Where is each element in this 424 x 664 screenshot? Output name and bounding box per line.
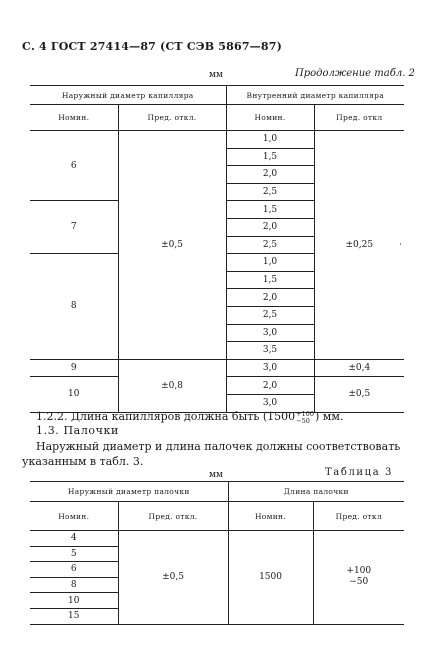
col-header-tolerance: Пред. откл. — [118, 105, 226, 131]
col-header-tolerance: Пред. откл — [314, 105, 404, 131]
paragraph-text: 1.2.2. Длина капилляров должна быть (1500 — [36, 410, 296, 423]
inner-nominal-cell: 1,0 — [226, 254, 314, 272]
outer-tolerance-cell: ±0,5 — [118, 131, 226, 360]
col-header-nominal: Номин. — [226, 105, 314, 131]
stray-dot: · — [399, 240, 403, 251]
inner-nominal-cell: 3,0 — [226, 359, 314, 377]
col-header-nominal: Номин. — [228, 502, 313, 531]
inner-nominal-cell: 2,5 — [226, 183, 314, 201]
rod-nominal-cell: 6 — [30, 562, 118, 578]
rod-length-nominal: 1500 — [228, 531, 313, 625]
tolerance-sup: +100 — [296, 410, 314, 418]
outer-tolerance-cell: ±0,8 — [118, 359, 226, 412]
paragraph-1-2-2 — [36, 410, 343, 425]
rod-nominal-cell: 4 — [30, 531, 118, 547]
paragraph-body-line-1: Наружный диаметр и длина палочек должны соответствовать — [36, 440, 401, 453]
table-2 — [30, 85, 404, 413]
table3-title: Таблица 3 — [325, 467, 394, 478]
outer-nominal-cell: 7 — [30, 201, 118, 254]
inner-nominal-cell: 2,5 — [226, 306, 314, 324]
outer-nominal-cell: 9 — [30, 359, 118, 377]
outer-nominal-cell: 6 — [30, 131, 118, 201]
outer-nominal-cell: 10 — [30, 377, 118, 412]
inner-nominal-cell: 2,0 — [226, 166, 314, 184]
inner-nominal-cell: 2,5 — [226, 236, 314, 254]
inner-tolerance-cell: ±0,5 — [348, 389, 371, 400]
col-header-nominal: Номин. — [30, 502, 118, 531]
inner-diameter-header: Внутренний диаметр капилляра — [226, 86, 404, 105]
inner-nominal-cell: 3,0 — [226, 394, 314, 412]
inner-nominal-cell: 1,5 — [226, 201, 314, 219]
rod-nominal-cell: 10 — [30, 593, 118, 609]
table3-unit: мм — [209, 470, 224, 480]
paragraph-body-line-2: указанным в табл. 3. — [22, 455, 144, 468]
tolerance-sub: −50 — [296, 417, 310, 425]
rod-length-header: Длина палочки — [228, 482, 404, 502]
rod-nominal-cell: 15 — [30, 608, 118, 624]
inner-nominal-cell: 2,0 — [226, 218, 314, 236]
inner-nominal-cell: 1,0 — [226, 131, 314, 149]
paragraph-tail: ) мм. — [314, 410, 344, 423]
length-tol-minus: −50 — [349, 577, 369, 588]
inner-nominal-cell: 3,0 — [226, 324, 314, 342]
page-header: С. 4 ГОСТ 27414—87 (СТ СЭВ 5867—87) — [22, 40, 282, 53]
outer-diameter-header: Наружный диаметр капилляра — [30, 86, 226, 105]
inner-nominal-cell: 2,0 — [226, 377, 314, 395]
length-tol-plus: +100 — [346, 566, 372, 577]
outer-nominal-cell: 8 — [30, 254, 118, 360]
rod-diameter-tolerance: ±0,5 — [118, 531, 228, 625]
inner-nominal-cell: 2,0 — [226, 289, 314, 307]
rod-diameter-header: Наружный диаметр палочки — [30, 482, 228, 502]
inner-nominal-cell: 1,5 — [226, 271, 314, 289]
col-header-nominal: Номин. — [30, 105, 118, 131]
inner-nominal-cell: 1,5 — [226, 148, 314, 166]
tolerance-fraction — [296, 411, 314, 425]
rod-nominal-cell: 8 — [30, 577, 118, 593]
table2-unit: мм — [209, 70, 224, 80]
inner-tolerance-cell: ±0,4 — [314, 359, 404, 377]
col-header-tolerance: Пред. откл — [313, 502, 404, 531]
table2-continuation: Продолжение табл. 2 — [295, 68, 415, 79]
col-header-tolerance: Пред. откл. — [118, 502, 228, 531]
inner-tolerance-value: ±0,25 — [345, 239, 374, 250]
table-3 — [30, 481, 404, 625]
paragraph-1-3: 1.3. Палочки — [36, 424, 119, 437]
rod-nominal-cell: 5 — [30, 546, 118, 562]
inner-nominal-cell: 3,5 — [226, 342, 314, 360]
rod-length-tolerance — [313, 531, 404, 625]
inner-tolerance-cell — [314, 131, 404, 360]
